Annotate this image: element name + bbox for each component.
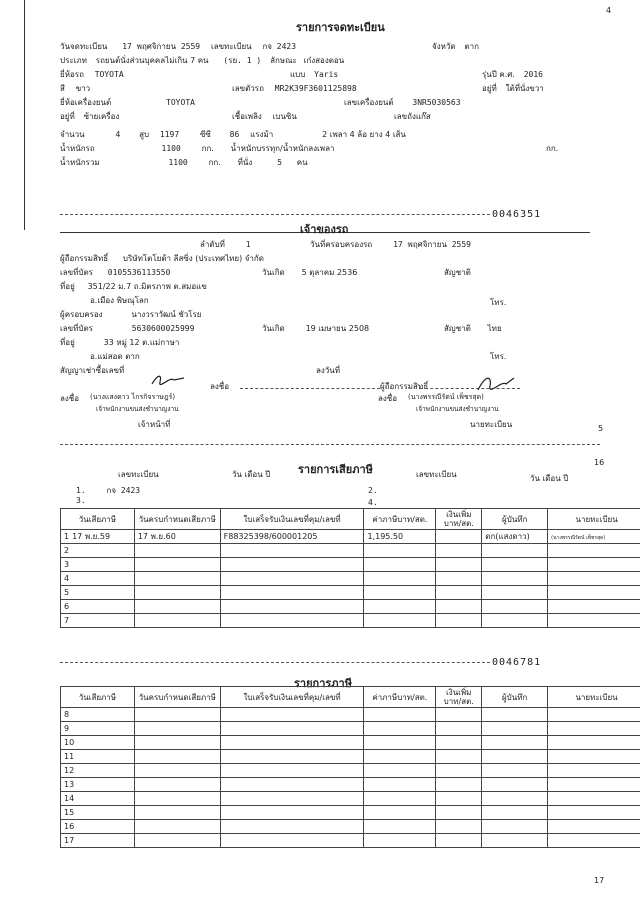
table-cell xyxy=(61,544,135,558)
holder-sig-label: ผู้ถือกรรมสิทธิ์ xyxy=(380,382,429,391)
model-year-label: รุ่นปี ค.ศ. xyxy=(482,70,515,79)
plate-entry-4: 4. xyxy=(368,498,378,507)
vehicle-code: (รย. 1 ) xyxy=(223,56,262,65)
row-number: 16 xyxy=(64,822,75,831)
engine-location: ซ้ายเครื่อง xyxy=(83,112,120,121)
table-cell xyxy=(548,708,640,722)
registrar-signature xyxy=(476,374,516,394)
color-label: สี xyxy=(60,84,65,93)
table-cell xyxy=(482,820,548,834)
table-cell xyxy=(364,544,436,558)
table-cell xyxy=(548,614,640,628)
gas-tank-label: เลขถังแก๊ส xyxy=(394,112,431,121)
table-cell xyxy=(134,558,220,572)
table-cell xyxy=(548,764,640,778)
table-cell xyxy=(61,778,135,792)
tax-title: รายการเสียภาษี xyxy=(298,463,373,476)
table-cell xyxy=(220,750,364,764)
table-cell xyxy=(364,736,436,750)
province: ตาก xyxy=(464,42,479,51)
seats: 5 xyxy=(277,158,282,167)
table-cell xyxy=(548,750,640,764)
table-cell xyxy=(134,530,220,544)
table-cell xyxy=(548,806,640,820)
table-cell xyxy=(364,806,436,820)
page-number: 17 xyxy=(594,876,605,885)
table-cell xyxy=(436,736,482,750)
engine-location-label: อยู่ที่ xyxy=(60,112,75,121)
table-row xyxy=(61,586,640,600)
engine-brand: TOYOTA xyxy=(166,98,195,107)
plate-entry-3: 3. xyxy=(76,496,86,505)
col-header: นายทะเบียน xyxy=(548,509,640,530)
serial-stamp-2: 0046781 xyxy=(492,657,542,668)
table-cell xyxy=(482,572,548,586)
engine-brand-label: ยี่ห้อเครื่องยนต์ xyxy=(60,98,112,107)
chassis-number: MR2K39F3601125898 xyxy=(274,84,357,93)
possessor-addr-2: อ.แม่สอด ตาก xyxy=(90,352,140,361)
holder-label: ผู้ถือกรรมสิทธิ์ xyxy=(60,254,109,263)
row-number: 11 xyxy=(64,752,75,761)
row-number: 7 xyxy=(64,616,70,625)
table-cell xyxy=(220,806,364,820)
col-header: ค่าภาษีบาท/สต. xyxy=(364,687,436,708)
row-number: 8 xyxy=(64,710,70,719)
table-cell xyxy=(134,792,220,806)
receipt-value: F88325398/600001205 xyxy=(223,532,318,541)
registration-title: รายการจดทะเบียน xyxy=(296,21,385,34)
possessor-name: นางวราวัฒน์ ชัวโรย xyxy=(131,310,202,319)
table-cell xyxy=(61,736,135,750)
plate-value: กจ 2423 xyxy=(106,486,141,495)
table-cell xyxy=(61,820,135,834)
table-row xyxy=(61,530,640,544)
table-cell xyxy=(134,544,220,558)
table-cell xyxy=(364,778,436,792)
table-cell xyxy=(61,600,135,614)
engine-number: 3NR5030563 xyxy=(412,98,461,107)
table-row xyxy=(61,544,640,558)
possessor-tel-label: โทร. xyxy=(490,352,507,361)
plate-entry-2: 2. xyxy=(368,486,378,495)
table-cell xyxy=(548,544,640,558)
table-cell xyxy=(220,544,364,558)
fuel: เบนซิน xyxy=(272,112,297,121)
table-cell xyxy=(436,778,482,792)
table-cell xyxy=(134,586,220,600)
table-cell xyxy=(364,792,436,806)
table-cell xyxy=(482,708,548,722)
table-cell xyxy=(134,572,220,586)
seq-label: ลำดับที่ xyxy=(200,240,225,249)
table-cell xyxy=(548,820,640,834)
officer-name: (นางแสงดาว ไกรกิจราษฎร์) xyxy=(90,393,176,401)
page-number: 5 xyxy=(598,424,604,433)
col-header: ผู้บันทึก xyxy=(482,509,548,530)
table-cell xyxy=(134,834,220,848)
table-cell xyxy=(436,586,482,600)
possessor-id: 5630600025999 xyxy=(131,324,195,333)
col-header: วันครบกำหนดเสียภาษี xyxy=(134,687,220,708)
seats-label: ที่นั่ง xyxy=(237,158,253,167)
possessor-nationality-label: สัญชาติ xyxy=(444,324,471,333)
holder-id: 0105536113550 xyxy=(107,268,171,277)
tax-plate-label: เลขทะเบียน xyxy=(118,470,159,479)
table-cell xyxy=(548,722,640,736)
table-cell xyxy=(220,586,364,600)
table-cell xyxy=(548,530,640,544)
sign-line xyxy=(240,388,380,389)
table-cell xyxy=(220,778,364,792)
qty: 4 xyxy=(115,130,121,139)
table-row xyxy=(61,806,640,820)
possessor-addr: 33 หมู่ 12 ต.แม่กาษา xyxy=(103,338,180,347)
table-row xyxy=(61,722,640,736)
table-cell xyxy=(548,600,640,614)
table-cell xyxy=(436,834,482,848)
col-header: นายทะเบียน xyxy=(548,687,640,708)
page-number: 16 xyxy=(594,458,605,467)
table-cell xyxy=(61,764,135,778)
table-row xyxy=(61,834,640,848)
table-cell xyxy=(220,558,364,572)
col-header: ผู้บันทึก xyxy=(482,687,548,708)
table-cell xyxy=(134,600,220,614)
holder-addr-label: ที่อยู่ xyxy=(60,282,75,291)
brand-label: ยี่ห้อรถ xyxy=(60,70,84,79)
table-cell xyxy=(61,558,135,572)
table-row xyxy=(61,600,640,614)
holder-addr-2: อ.เมือง พิษณุโลก xyxy=(90,296,149,305)
table-cell xyxy=(134,764,220,778)
binding-line xyxy=(24,0,25,230)
table-row xyxy=(61,764,640,778)
table-cell xyxy=(364,586,436,600)
table-cell xyxy=(364,572,436,586)
total-weight-label: น้ำหนักรวม xyxy=(60,158,100,167)
holder-birth-label: วันเกิด xyxy=(262,268,285,277)
table-cell xyxy=(220,722,364,736)
table-cell xyxy=(220,572,364,586)
table-cell xyxy=(482,722,548,736)
table-row xyxy=(61,572,640,586)
table-cell xyxy=(436,572,482,586)
table-row xyxy=(61,708,640,722)
table-cell xyxy=(482,806,548,820)
table-cell xyxy=(61,806,135,820)
row-number: 13 xyxy=(64,780,75,789)
load-label: น้ำหนักบรรทุก/น้ำหนักลงเพลา xyxy=(230,144,335,153)
table-cell xyxy=(548,736,640,750)
qty-label: จำนวน xyxy=(60,130,85,139)
tax-date-label: วัน เดือน ปี xyxy=(232,470,271,479)
table-cell xyxy=(482,600,548,614)
tax-value: 1,195.50 xyxy=(367,532,404,541)
table-cell xyxy=(61,708,135,722)
table-cell xyxy=(436,792,482,806)
officer-sign-label: ลงชื่อ xyxy=(210,382,230,391)
table-cell xyxy=(61,834,135,848)
table-cell xyxy=(436,820,482,834)
tax2-title: รายการภาษี xyxy=(294,677,352,690)
table-cell xyxy=(364,764,436,778)
plate: กจ 2423 xyxy=(262,42,297,51)
tax-plate-label-2: เลขทะเบียน xyxy=(416,470,457,479)
table-row xyxy=(61,778,640,792)
paid-date: 17 พ.ย.59 xyxy=(72,532,111,541)
table-cell xyxy=(364,750,436,764)
owner-title: เจ้าของรถ xyxy=(300,223,349,236)
col-header: วันเสียภาษี xyxy=(61,509,135,530)
table-cell xyxy=(436,722,482,736)
table-cell xyxy=(436,600,482,614)
registrar-label: นายทะเบียน xyxy=(470,420,513,429)
province-label: จังหวัด xyxy=(432,42,456,51)
table-cell xyxy=(436,530,482,544)
table-cell xyxy=(548,792,640,806)
possessor-nationality: ไทย xyxy=(487,324,502,333)
table-row xyxy=(61,820,640,834)
reg-date: 17 พฤศจิกายน 2559 xyxy=(122,42,201,51)
contract-label: สัญญาเช่าซื้อเลขที่ xyxy=(60,366,125,375)
holder-birth: 5 ตุลาคม 2536 xyxy=(301,268,358,277)
weight-unit: กก. xyxy=(201,144,214,153)
table-cell xyxy=(61,614,135,628)
row-number: 5 xyxy=(64,588,70,597)
reg-date-label: วันจดทะเบียน xyxy=(60,42,108,51)
table-cell xyxy=(436,708,482,722)
table-cell xyxy=(134,722,220,736)
tax-date-label-2: วัน เดือน ปี xyxy=(530,474,569,483)
chassis-location: ใต้ที่นั่งขวา xyxy=(505,84,544,93)
table-cell xyxy=(364,722,436,736)
table-cell xyxy=(134,750,220,764)
table-cell xyxy=(482,614,548,628)
chassis-location-label: อยู่ที่ xyxy=(482,84,497,93)
possessor-addr-label: ที่อยู่ xyxy=(60,338,75,347)
table-cell xyxy=(482,834,548,848)
table-cell xyxy=(482,750,548,764)
hp-label: แรงม้า xyxy=(250,130,274,139)
table-cell xyxy=(364,708,436,722)
officer-position: เจ้าพนักงานขนส่งชำนาญงาน xyxy=(96,405,179,413)
characteristic-label: ลักษณะ xyxy=(270,56,297,65)
tax-table-2 xyxy=(60,686,640,848)
holder-tel-label: โทร. xyxy=(490,298,507,307)
brand: TOYOTA xyxy=(94,70,124,79)
cyl-label: สูบ xyxy=(139,130,150,139)
total-weight-unit: กก. xyxy=(208,158,221,167)
table-cell xyxy=(220,834,364,848)
holder-nationality-label: สัญชาติ xyxy=(444,268,471,277)
table-cell xyxy=(482,792,548,806)
load-unit: กก. xyxy=(546,144,559,153)
table-cell xyxy=(436,544,482,558)
officer-signature xyxy=(150,372,186,388)
table-cell xyxy=(482,530,548,544)
table-cell xyxy=(61,586,135,600)
table-cell xyxy=(548,834,640,848)
holder-addr: 351/22 ม.7 ถ.มิตรภาพ ต.สมอแข xyxy=(87,282,207,291)
row-number: 1 xyxy=(64,532,70,541)
own-date: 17 พฤศจิกายน 2559 xyxy=(393,240,471,249)
table-cell xyxy=(220,764,364,778)
col-header: เงินเพิ่มบาท/สต. xyxy=(436,687,482,708)
weight: 1100 xyxy=(161,144,181,153)
table-cell xyxy=(134,778,220,792)
table-cell xyxy=(482,778,548,792)
table-cell xyxy=(436,558,482,572)
table-cell xyxy=(364,530,436,544)
table-row xyxy=(61,792,640,806)
table-cell xyxy=(61,722,135,736)
table-cell xyxy=(482,736,548,750)
section-divider xyxy=(60,444,600,445)
chassis-label: เลขตัวรถ xyxy=(232,84,264,93)
table-cell xyxy=(364,600,436,614)
table-cell xyxy=(482,544,548,558)
section-divider xyxy=(60,662,490,663)
table-cell xyxy=(134,614,220,628)
model-label: แบบ xyxy=(290,70,306,79)
officer-label: เจ้าหน้าที่ xyxy=(138,420,171,429)
total-weight: 1100 xyxy=(168,158,188,167)
table-cell xyxy=(220,792,364,806)
registrar-name: (นางพรรณีรัตน์ เพ็ชรสุด) xyxy=(408,393,484,401)
row-number: 14 xyxy=(64,794,75,803)
row-number: 6 xyxy=(64,602,70,611)
holder-name: บริษัทโตโยต้า ลีสซิ่ง (ประเทศไทย) จำกัด xyxy=(122,254,264,263)
tax-table-1 xyxy=(60,508,640,628)
table-cell xyxy=(61,530,135,544)
wheels: 2 เพลา 4 ล้อ ยาง 4 เส้น xyxy=(322,130,406,139)
table-cell xyxy=(436,764,482,778)
col-header: วันครบกำหนดเสียภาษี xyxy=(134,509,220,530)
table-row xyxy=(61,558,640,572)
row-number: 3 xyxy=(64,560,70,569)
possessor-birth-label: วันเกิด xyxy=(262,324,285,333)
table-cell xyxy=(134,820,220,834)
table-cell xyxy=(134,736,220,750)
own-date-label: วันที่ครอบครองรถ xyxy=(310,240,373,249)
seats-unit: คน xyxy=(296,158,308,167)
row-number: 4 xyxy=(64,574,70,583)
table-cell xyxy=(220,614,364,628)
table-row xyxy=(61,736,640,750)
type-label: ประเภท xyxy=(60,56,87,65)
seq: 1 xyxy=(245,240,251,249)
section-divider xyxy=(60,214,490,215)
cc-label: ซีซี xyxy=(199,130,211,139)
table-cell xyxy=(436,806,482,820)
registrar-position: เจ้าพนักงานขนส่งชำนาญงาน xyxy=(416,405,499,413)
row-number: 17 xyxy=(64,836,75,845)
vehicle-type: รถยนต์นั่งส่วนบุคคลไม่เกิน 7 คน xyxy=(95,56,209,65)
table-cell xyxy=(548,586,640,600)
registrar-sign-label: ลงชื่อ xyxy=(378,394,398,403)
table-cell xyxy=(220,530,364,544)
row-number: 15 xyxy=(64,808,75,817)
due-value: 17 พ.ย.60 xyxy=(137,532,176,541)
possessor-label: ผู้ครอบครอง xyxy=(60,310,103,319)
col-header: ใบเสร็จรับเงินเลขที่คุม/เลขที่ xyxy=(220,509,364,530)
page-number: 4 xyxy=(606,6,612,15)
row-number: 10 xyxy=(64,738,75,747)
table-cell xyxy=(548,558,640,572)
table-cell xyxy=(482,764,548,778)
col-header: ค่าภาษีบาท/สต. xyxy=(364,509,436,530)
table-cell xyxy=(436,614,482,628)
col-header: ใบเสร็จรับเงินเลขที่คุม/เลขที่ xyxy=(220,687,364,708)
plate-no: 1. xyxy=(76,486,86,495)
table-cell xyxy=(61,750,135,764)
reg-date-row xyxy=(60,40,296,53)
table-cell xyxy=(548,572,640,586)
horsepower: 86 xyxy=(229,130,240,139)
table-cell xyxy=(364,820,436,834)
table-row xyxy=(61,614,640,628)
fuel-label: เชื้อเพลิง xyxy=(232,112,262,121)
weight-label: น้ำหนักรถ xyxy=(60,144,95,153)
holder-id-label: เลขที่บัตร xyxy=(60,268,93,277)
row-number: 2 xyxy=(64,546,70,555)
table-cell xyxy=(61,792,135,806)
row-number: 9 xyxy=(64,724,70,733)
table-cell xyxy=(134,806,220,820)
table-cell xyxy=(220,736,364,750)
color: ขาว xyxy=(75,84,91,93)
table-cell xyxy=(364,558,436,572)
table-cell xyxy=(220,600,364,614)
table-cell xyxy=(61,572,135,586)
table-cell xyxy=(436,750,482,764)
possessor-birth: 19 เมษายน 2508 xyxy=(305,324,370,333)
table-cell xyxy=(364,614,436,628)
serial-stamp: 0046351 xyxy=(492,209,542,220)
col-header: วันเสียภาษี xyxy=(61,687,135,708)
contract-date-label: ลงวันที่ xyxy=(316,366,341,375)
characteristic: เก๋งสองตอน xyxy=(303,56,345,65)
table-cell xyxy=(220,820,364,834)
cylinder-cc: 1197 xyxy=(159,130,180,139)
table-cell xyxy=(220,708,364,722)
registrar-value: (นางพรรณีรัตน์ เพ็ชรสุด) xyxy=(551,534,606,541)
table-row xyxy=(61,750,640,764)
col-header: เงินเพิ่มบาท/สต. xyxy=(436,509,482,530)
possessor-id-label: เลขที่บัตร xyxy=(60,324,93,333)
model: Yaris xyxy=(314,70,339,79)
table-cell xyxy=(134,708,220,722)
model-year: 2016 xyxy=(523,70,543,79)
table-cell xyxy=(482,558,548,572)
officer-sign-label-2: ลงชื่อ xyxy=(60,394,80,403)
engine-number-label: เลขเครื่องยนต์ xyxy=(344,98,394,107)
plate-label: เลขทะเบียน xyxy=(210,42,252,51)
table-cell xyxy=(548,778,640,792)
table-cell xyxy=(482,586,548,600)
table-cell xyxy=(364,834,436,848)
row-number: 12 xyxy=(64,766,75,775)
recorder-value: ดก(แสงดาว) xyxy=(485,532,530,541)
